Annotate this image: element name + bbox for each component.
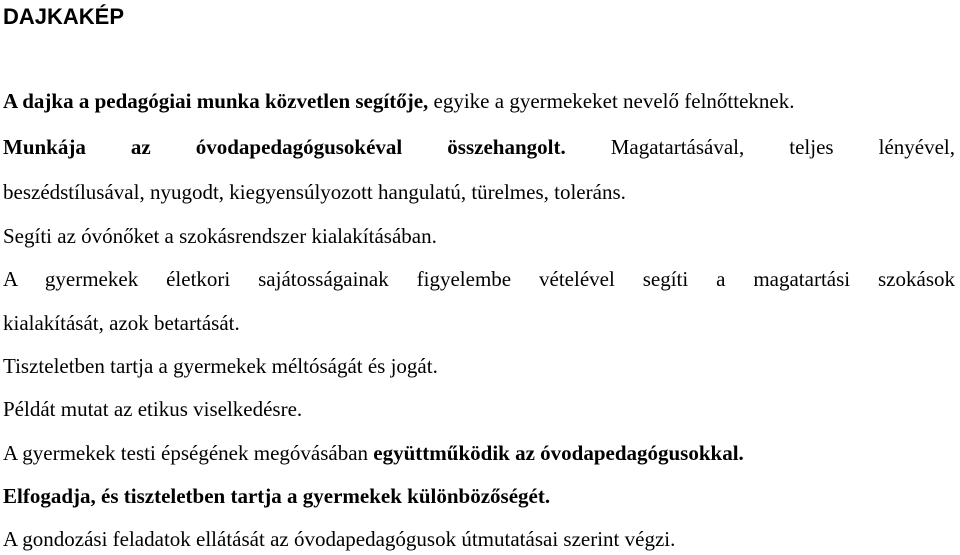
sentence-tiszteletben: Tiszteletben tartja a gyermekek méltóságát és jogát. [3, 354, 438, 378]
bold-text: Munkája az óvodapedagógusokéval összehangolt. [3, 135, 566, 159]
sentence-segiti: Segíti az óvónőket a szokásrendszer kialakításában. [3, 224, 437, 248]
paragraph-line-1 [3, 88, 794, 114]
sentence-elfogadja: Elfogadja, és tiszteletben tartja a gyermekek különbözőségét. [3, 484, 551, 508]
bold-text: együttműködik az óvodapedagógusokkal. [373, 441, 744, 465]
plain-text: Magatartásával, teljes lényével, [565, 135, 956, 159]
bold-text: A dajka a pedagógiai munka közvetlen segítője, [3, 89, 429, 113]
paragraph-line-2 [3, 134, 955, 160]
sentence-eletkori-line-1: A gyermekek életkori sajátosságainak figyelembe vételével segíti a magatartási szokások [3, 267, 955, 291]
sentence-testi-epseg [3, 440, 744, 466]
paragraph-line-3: beszédstílusával, nyugodt, kiegyensúlyozott hangulatú, türelmes, toleráns. [3, 180, 626, 204]
sentence-eletkori-line-2: kialakítását, azok betartását. [3, 311, 240, 335]
plain-text: egyike a gyermekeket nevelő felnőtteknek. [428, 89, 795, 113]
sentence-gondozasi: A gondozási feladatok ellátását az óvodapedagógusok útmutatásai szerint végzi. [3, 527, 676, 551]
sentence-peldat: Példát mutat az etikus viselkedésre. [3, 397, 303, 421]
plain-text: A gyermekek testi épségének megóvásában [3, 441, 374, 465]
document-title: DAJKAKÉP [3, 4, 125, 29]
